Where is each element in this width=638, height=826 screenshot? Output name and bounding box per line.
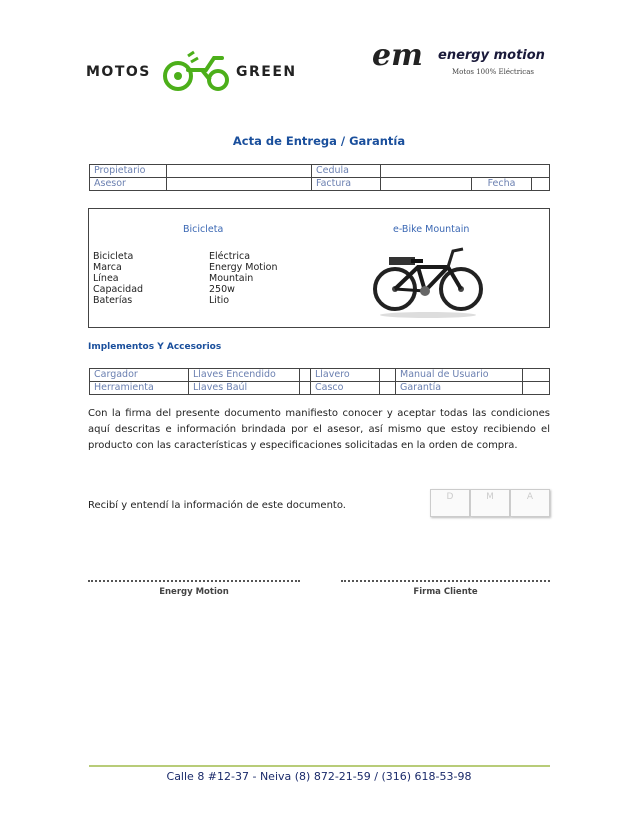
accessory-item: Cargador — [89, 368, 189, 382]
spec-label: Línea — [93, 273, 119, 284]
invoice-value[interactable] — [380, 177, 472, 191]
accessories-title: Implementos Y Accesorios — [88, 342, 222, 352]
footer-address: Calle 8 #12-37 - Neiva (8) 872-21-59 / (316) 618-53-98 — [166, 770, 472, 783]
signature-line-right — [341, 580, 550, 582]
owner-label: Propietario — [89, 164, 167, 178]
spec-value: 250w — [209, 284, 235, 295]
signature-line-left — [88, 580, 300, 582]
bike-info-box — [88, 208, 550, 328]
logo-tagline: Motos 100% Eléctricas — [452, 68, 534, 76]
accessory-item: Herramienta — [89, 381, 189, 395]
bike-spec-values — [209, 251, 278, 306]
advisor-value[interactable] — [166, 177, 312, 191]
logo-initials: em — [372, 38, 423, 73]
terms-paragraph: Con la firma del presente documento manifiesto conocer y aceptar todas las condiciones aquí descritas e información brindada por el asesor, así mismo que estoy recibiendo el producto con las características y especificaciones solicitadas en la orden de compra. — [88, 408, 550, 451]
accessory-check[interactable] — [522, 381, 550, 395]
bike-heading-left: Bicicleta — [183, 224, 224, 235]
document-title: Acta de Entrega / Garantía — [232, 134, 406, 148]
logo-brand-name: energy motion — [438, 48, 545, 63]
spec-label: Marca — [93, 262, 122, 273]
day-box[interactable]: D — [430, 489, 470, 517]
accessory-item: Llavero — [310, 368, 380, 382]
spec-value: Eléctrica — [209, 251, 251, 262]
accessory-item: Llaves Baúl — [188, 381, 300, 395]
accessory-item: Manual de Usuario — [395, 368, 523, 382]
advisor-label: Asesor — [89, 177, 167, 191]
logo-left-text-1: MOTOS — [86, 64, 151, 80]
cedula-label: Cedula — [311, 164, 381, 178]
bike-spec-labels — [93, 251, 143, 306]
accessory-item: Garantía — [395, 381, 523, 395]
signature-label-left: Energy Motion — [159, 587, 229, 597]
date-label: Fecha — [471, 177, 532, 191]
spec-value: Litio — [209, 295, 230, 306]
bike-heading-right: e-Bike Mountain — [393, 224, 470, 235]
footer-divider — [89, 765, 550, 767]
owner-value[interactable] — [166, 164, 312, 178]
year-box[interactable]: A — [510, 489, 550, 517]
date-value[interactable] — [531, 177, 550, 191]
accessory-check[interactable] — [379, 381, 396, 395]
energy-motion-logo — [372, 38, 562, 86]
scooter-icon — [158, 50, 236, 96]
accessory-check[interactable] — [379, 368, 396, 382]
ebike-image — [373, 237, 483, 319]
received-statement: Recibí y entendí la información de este documento. — [88, 500, 346, 511]
spec-value: Energy Motion — [209, 262, 278, 273]
spec-label: Bicicleta — [93, 251, 134, 262]
spec-label: Capacidad — [93, 284, 144, 295]
accessory-item: Llaves Encendido — [188, 368, 300, 382]
accessory-item: Casco — [310, 381, 380, 395]
month-box[interactable]: M — [470, 489, 510, 517]
motos-green-logo — [86, 50, 306, 96]
signature-label-right: Firma Cliente — [413, 587, 478, 597]
cedula-value[interactable] — [380, 164, 550, 178]
spec-label: Baterías — [93, 295, 133, 306]
spec-value: Mountain — [209, 273, 254, 284]
accessory-check[interactable] — [522, 368, 550, 382]
logo-left-text-2: GREEN — [236, 64, 297, 80]
invoice-label: Factura — [311, 177, 381, 191]
